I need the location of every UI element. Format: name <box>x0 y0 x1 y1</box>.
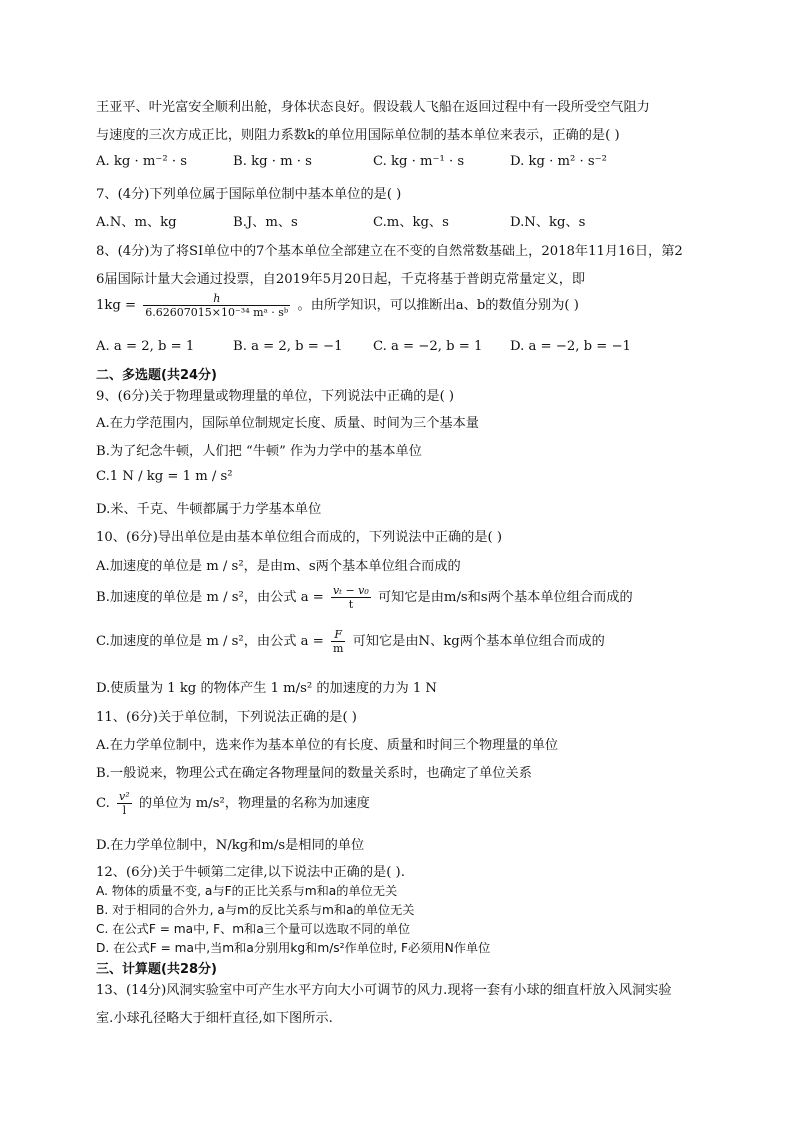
q10-option-d[interactable]: D.使质量为 1 kg 的物体产生 1 m/s² 的加速度的力为 1 N <box>96 681 437 696</box>
q7-stem: 7、(4分)下列单位属于国际单位制中基本单位的是( ) <box>96 187 402 202</box>
q8-option-d[interactable]: D. a = −2, b = −1 <box>510 339 631 354</box>
q11-option-d[interactable]: D.在力学单位制中，N/kg和m/s是相同的单位 <box>96 838 365 853</box>
q12-option-c[interactable]: C. 在公式F = ma中, F、m和a三个量可以选取不同的单位 <box>96 922 411 936</box>
q12-option-a[interactable]: A. 物体的质量不变, a与F的正比关系与m和a的单位无关 <box>96 884 398 898</box>
q10-option-c-denominator: m <box>332 642 344 655</box>
q8-options <box>96 339 736 357</box>
q6-stem-line1: 王亚平、叶光富安全顺利出舱，身体状态良好。假设载人飞船在返回过程中有一段所受空气阻力 <box>96 100 650 115</box>
q6-stem-line2: 与速度的三次方成正比，则阻力系数k的单位用国际单位制的基本单位来表示，正确的是( ) <box>96 128 620 143</box>
q8-stem-line1: 8、(4分)为了将SI单位中的7个基本单位全部建立在不变的自然常数基础上，2018年11月16日，第2 <box>96 244 683 259</box>
section-calculation-heading: 三、计算题(共28分) <box>96 962 217 977</box>
q7-options <box>96 211 736 229</box>
q9-option-a[interactable]: A.在力学范围内，国际单位制规定长度、质量、时间为三个基本量 <box>96 416 479 431</box>
q9-option-c[interactable]: C.1 N / kg = 1 m / s² <box>96 469 233 484</box>
q8-formula-lhs: 1kg = <box>96 298 137 313</box>
q11-option-c[interactable] <box>96 790 370 817</box>
q13-stem-line2: 室.小球孔径略大于细杆直径,如下图所示. <box>96 1011 333 1026</box>
q8-stem-line2: 6届国际计量大会通过投票，自2019年5月20日起，千克将基于普朗克常量定义，即 <box>96 272 586 287</box>
q7-option-d[interactable]: D.N、kg、s <box>510 215 586 230</box>
q10-option-b-pre: B.加速度的单位是 m / s²，由公式 a = <box>96 590 324 605</box>
q11-option-a[interactable]: A.在力学单位制中，选来作为基本单位的有长度、质量和时间三个物理量的单位 <box>96 738 559 753</box>
q7-option-c[interactable]: C.m、kg、s <box>373 215 449 230</box>
q10-option-c-post: 可知它是由N、kg两个基本单位组合而成的 <box>352 634 605 649</box>
q7-option-b[interactable]: B.J、m、s <box>233 215 298 230</box>
q6-option-b[interactable]: B. kg · m · s <box>233 154 312 169</box>
q12-option-b[interactable]: B. 对于相同的合外力, a与m的反比关系与m和a的单位无关 <box>96 903 415 917</box>
q11-option-c-denominator: l <box>117 803 132 817</box>
q8-option-c[interactable]: C. a = −2, b = 1 <box>373 339 483 354</box>
q11-option-c-fraction <box>117 790 132 817</box>
q8-formula-numerator: h <box>213 292 221 305</box>
q11-option-c-numerator: v² <box>119 790 130 803</box>
q11-option-c-post: 的单位为 m/s²，物理量的名称为加速度 <box>138 796 370 811</box>
q10-option-b-post: 可知它是由m/s和s两个基本单位组合而成的 <box>378 590 633 605</box>
q10-option-b-fraction <box>331 584 371 611</box>
q8-formula-fraction <box>143 292 290 319</box>
q6-option-a[interactable]: A. kg · m⁻² · s <box>96 154 188 169</box>
q10-option-a[interactable]: A.加速度的单位是 m / s²，是由m、s两个基本单位组合而成的 <box>96 559 461 574</box>
q10-option-c[interactable] <box>96 628 605 655</box>
q13-stem-line1: 13、(14分)风洞实验室中可产生水平方向大小可调节的风力.现将一套有小球的细直杆放入风洞实验 <box>96 983 672 998</box>
q8-option-a[interactable]: A. a = 2, b = 1 <box>96 339 195 354</box>
q6-option-d[interactable]: D. kg · m² · s⁻² <box>510 154 607 169</box>
q12-option-d[interactable]: D. 在公式F = ma中,当m和a分别用kg和m/s²作单位时, F必须用N作单位 <box>96 941 491 955</box>
q10-option-b-numerator: vₜ − v₀ <box>333 584 369 597</box>
q11-stem: 11、(6分)关于单位制，下列说法正确的是( ) <box>96 710 357 725</box>
q11-option-b[interactable]: B.一般说来，物理公式在确定各物理量间的数量关系时，也确定了单位关系 <box>96 766 532 781</box>
q6-options <box>96 154 736 172</box>
q8-formula-line <box>96 292 579 319</box>
q8-formula-tail: 。由所学知识，可以推断出a、b的数值分别为( ) <box>297 298 579 313</box>
q10-option-b-denominator: t <box>331 597 371 611</box>
q9-stem: 9、(6分)关于物理量或物理量的单位，下列说法中正确的是( ) <box>96 389 455 404</box>
q12-stem: 12、(6分)关于牛顿第二定律,以下说法中正确的是( ). <box>96 865 405 880</box>
q9-option-d[interactable]: D.米、千克、牛顿都属于力学基本单位 <box>96 502 322 517</box>
q10-option-c-pre: C.加速度的单位是 m / s²，由公式 a = <box>96 634 324 649</box>
q7-option-a[interactable]: A.N、m、kg <box>96 215 177 230</box>
q6-option-c[interactable]: C. kg · m⁻¹ · s <box>373 154 465 169</box>
q10-stem: 10、(6分)导出单位是由基本单位组合而成的，下列说法中正确的是( ) <box>96 530 503 545</box>
q9-option-b[interactable]: B.为了纪念牛顿，人们把 “牛顿” 作为力学中的基本单位 <box>96 444 422 459</box>
section-multiple-choice-heading: 二、多选题(共24分) <box>96 368 217 383</box>
q10-option-b[interactable] <box>96 584 633 611</box>
q10-option-c-fraction <box>331 628 345 655</box>
q8-formula-denominator: 6.62607015×10⁻³⁴ mᵃ · sᵇ <box>145 306 289 319</box>
q11-option-c-pre: C. <box>96 796 110 811</box>
q10-option-c-numerator: F <box>334 628 342 641</box>
q8-option-b[interactable]: B. a = 2, b = −1 <box>233 339 343 354</box>
